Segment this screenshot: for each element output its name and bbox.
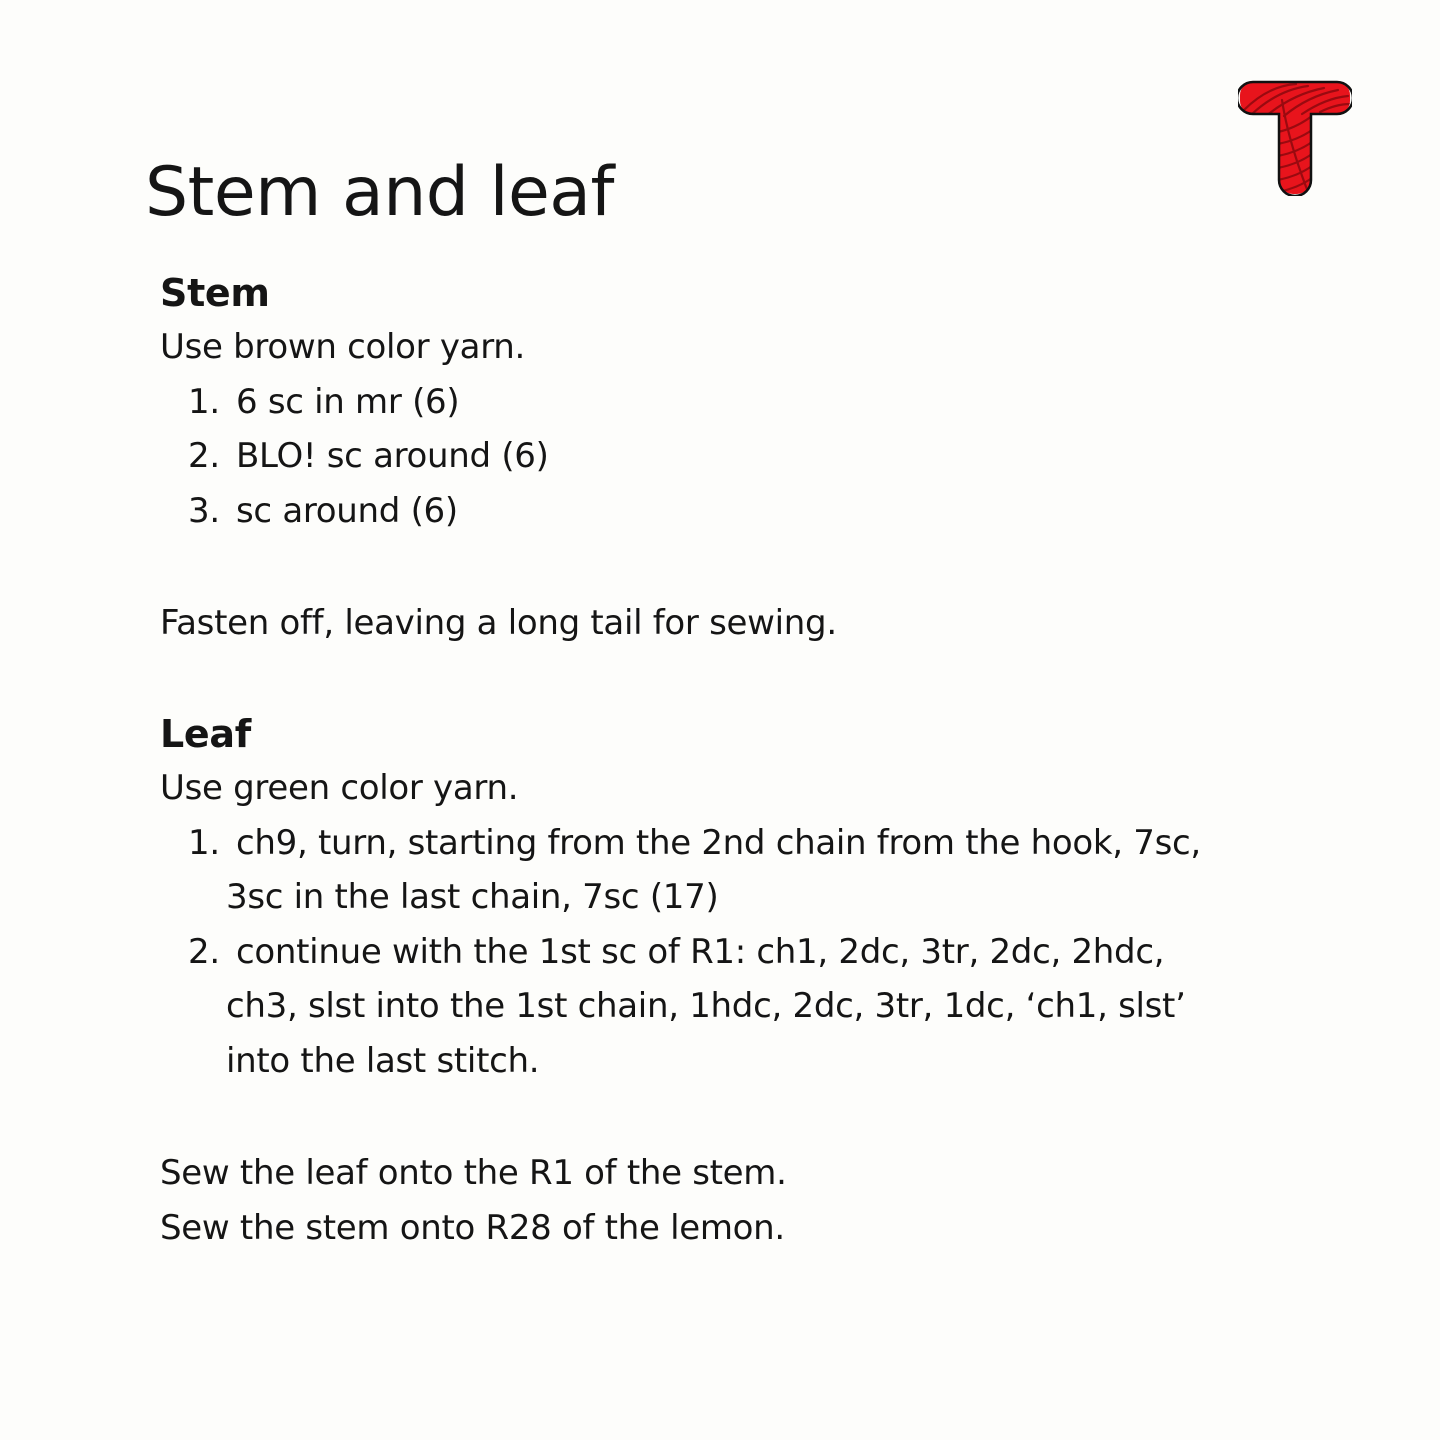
step-number: 1. xyxy=(188,381,220,422)
step-text: 3sc in the last chain, 7sc (17) xyxy=(226,877,719,917)
leaf-steps xyxy=(160,816,1310,1089)
step-text: ch9, turn, starting from the 2nd chain from the hook, 7sc, xyxy=(236,822,1201,863)
stem-step xyxy=(160,484,1310,539)
leaf-step xyxy=(160,816,1310,925)
leaf-intro: Use green color yarn. xyxy=(160,768,519,808)
yarn-ball-t-icon xyxy=(1238,80,1352,196)
finishing-line: Sew the leaf onto the R1 of the stem. xyxy=(160,1153,787,1193)
stem-steps xyxy=(160,375,1310,539)
leaf-section xyxy=(160,707,1310,1088)
finishing-section xyxy=(160,1146,1310,1255)
step-number: 1. xyxy=(188,822,220,863)
step-text: into the last stitch. xyxy=(226,1040,540,1081)
step-number: 2. xyxy=(188,436,220,476)
leaf-heading: Leaf xyxy=(160,712,251,756)
step-number: 2. xyxy=(188,931,220,972)
step-text: BLO! sc around (6) xyxy=(236,436,549,476)
stem-intro: Use brown color yarn. xyxy=(160,327,526,367)
step-text: continue with the 1st sc of R1: ch1, 2dc, 3tr, 2dc, 2hdc, xyxy=(236,931,1165,972)
stem-section xyxy=(160,266,1310,538)
stem-fasten-section xyxy=(160,596,1310,651)
leaf-step xyxy=(160,925,1310,1089)
step-number: 3. xyxy=(188,490,220,531)
page-title: Stem and leaf xyxy=(145,153,614,232)
stem-heading: Stem xyxy=(160,271,270,315)
stem-fasten-off: Fasten off, leaving a long tail for sewing. xyxy=(160,603,837,643)
finishing-line: Sew the stem onto R28 of the lemon. xyxy=(160,1207,785,1248)
stem-step xyxy=(160,429,1310,484)
step-text: ch3, slst into the 1st chain, 1hdc, 2dc, 3tr, 1dc, ‘ch1, slst’ xyxy=(226,986,1186,1026)
step-text: 6 sc in mr (6) xyxy=(236,381,460,422)
stem-step xyxy=(160,375,1310,430)
step-text: sc around (6) xyxy=(236,490,458,531)
